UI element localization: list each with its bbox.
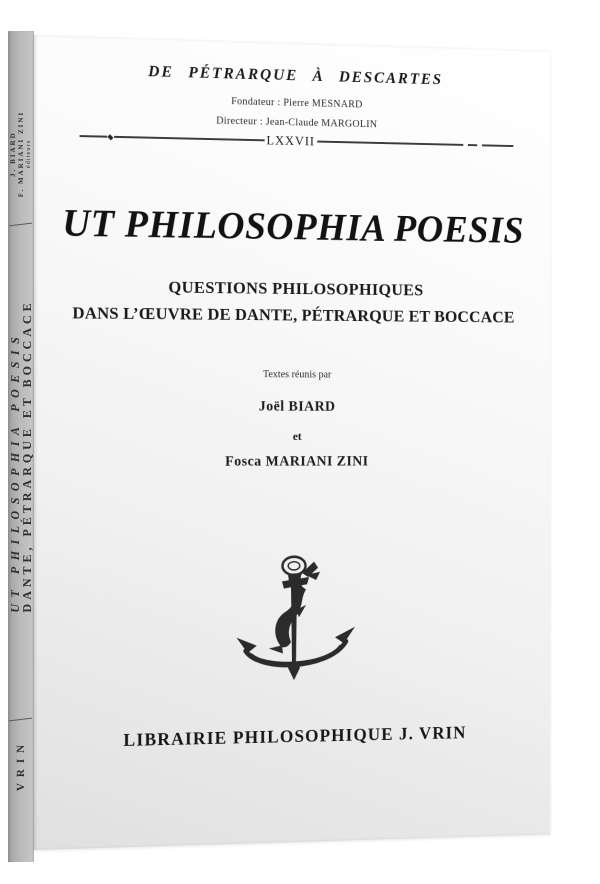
series-founder: Fondateur : Pierre MESNARD xyxy=(231,96,363,111)
spine-title-block xyxy=(8,293,34,619)
spine-editor-2: F. MARIANI ZINI xyxy=(16,110,25,198)
publisher-name: LIBRAIRIE PHILOSOPHIQUE J. VRIN xyxy=(123,722,467,750)
spine-publisher-block xyxy=(8,729,34,801)
book-spine xyxy=(8,31,34,862)
editor-name-1: Joël BIARD xyxy=(258,398,336,415)
series-title: DE PÉTRARQUE À DESCARTES xyxy=(148,63,443,89)
conjunction-label: et xyxy=(292,429,302,443)
diamond-ornament-icon xyxy=(108,134,113,140)
editor-name-2: Fosca MARIANI ZINI xyxy=(225,453,369,470)
book-title: UT PHILOSOPHIA POESIS xyxy=(62,201,524,252)
rule-segment xyxy=(80,135,108,137)
spine-editor-1: J. BIARD xyxy=(8,131,17,177)
series-director: Directeur : Jean-Claude MARGOLIN xyxy=(216,115,378,131)
volume-number: LXXVII xyxy=(266,132,316,149)
spine-editors-label: éditeurs xyxy=(24,139,32,169)
spine-title-line-1: UT PHILOSOPHIA POESIS xyxy=(8,330,22,613)
rule-dash xyxy=(468,144,477,145)
edited-by-label: Textes réunis par xyxy=(262,369,332,381)
rule-segment xyxy=(482,145,514,147)
rule-segment xyxy=(114,136,265,141)
subtitle-line-1: QUESTIONS PHILOSOPHIQUES xyxy=(168,277,424,300)
rule-segment xyxy=(317,141,463,146)
subtitle-line-2: DANS L’ŒUVRE DE DANTE, PÉTRARQUE ET BOCCACE xyxy=(72,303,515,327)
anchor-dolphin-icon xyxy=(236,552,356,691)
spine-divider-bottom xyxy=(9,718,32,722)
spine-editors-block xyxy=(8,83,34,225)
front-cover xyxy=(34,35,550,850)
spine-title-line-2: DANTE, PÉTRARQUE ET BOCCACE xyxy=(20,299,34,613)
spine-publisher: VRIN xyxy=(15,738,27,792)
